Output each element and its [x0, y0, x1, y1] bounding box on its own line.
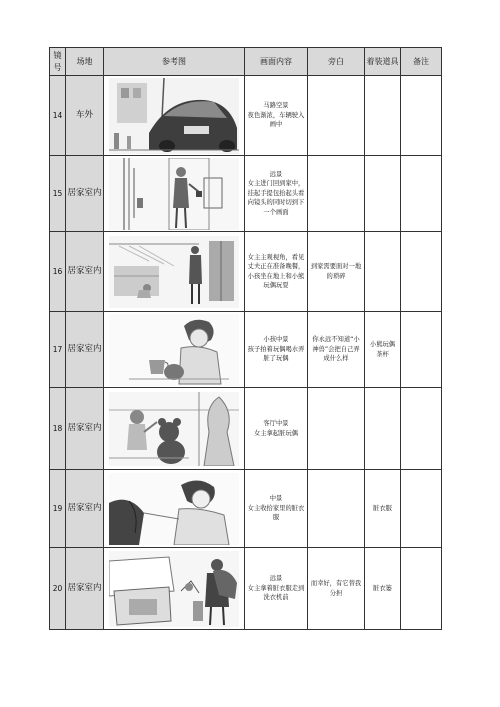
location: 居家室内 — [66, 548, 104, 630]
shot-number: 15 — [50, 156, 66, 232]
shot-number: 14 — [50, 76, 66, 156]
location: 居家室内 — [66, 388, 104, 470]
car-street-sketch — [109, 78, 239, 154]
table-row — [50, 548, 442, 630]
table-row — [50, 232, 442, 312]
props — [365, 76, 401, 156]
shot-number: 19 — [50, 470, 66, 548]
table-row — [50, 156, 442, 232]
notes — [401, 312, 442, 388]
location: 居家室内 — [66, 156, 104, 232]
header-narration: 旁白 — [308, 48, 365, 76]
scene-content: 女主主观视角，看见丈夫正在准备晚餐，小孩坐在地上和小熊玩偶玩耍 — [245, 232, 308, 312]
location: 居家室内 — [66, 232, 104, 312]
scene-content: 远景 女主进门回到家中，挂起手提包抬起头看向镜头的同时切到下一个画面 — [245, 156, 308, 232]
notes — [401, 548, 442, 630]
table-row — [50, 470, 442, 548]
washing-machine-sketch — [109, 551, 239, 627]
notes — [401, 470, 442, 548]
scene-content: 马路空景 夜色渐浓，车辆驶入画中 — [245, 76, 308, 156]
location: 车外 — [66, 76, 104, 156]
props: 脏衣服 — [365, 470, 401, 548]
woman-clothes-sketch — [109, 473, 239, 545]
scene-content: 小孩中景 孩子拍着玩偶喝水弄脏了玩偶 — [245, 312, 308, 388]
narration: 到家需要面对一地的琐碎 — [308, 232, 365, 312]
header-location: 场地 — [66, 48, 104, 76]
reference-image — [104, 548, 245, 630]
narration: 你永远不知道“小神兽”会把自己弄成什么样 — [308, 312, 365, 388]
shot-number: 18 — [50, 388, 66, 470]
notes — [401, 156, 442, 232]
shot-number: 17 — [50, 312, 66, 388]
props — [365, 388, 401, 470]
props: 小熊玩偶 茶杯 — [365, 312, 401, 388]
props: 脏衣篓 — [365, 548, 401, 630]
child-cup-sketch — [109, 314, 239, 386]
reference-image — [104, 388, 245, 470]
table-row — [50, 76, 442, 156]
notes — [401, 388, 442, 470]
header-props: 着装道具 — [365, 48, 401, 76]
reference-image — [104, 312, 245, 388]
scene-content: 远景 女主拿着脏衣服走到洗衣机前 — [245, 548, 308, 630]
header-row — [50, 48, 442, 76]
storyboard-table — [49, 47, 442, 630]
bear-livingroom-sketch — [109, 392, 239, 466]
props — [365, 156, 401, 232]
header-content: 画面内容 — [245, 48, 308, 76]
location: 居家室内 — [66, 470, 104, 548]
shot-number: 20 — [50, 548, 66, 630]
shot-number: 16 — [50, 232, 66, 312]
narration — [308, 470, 365, 548]
reference-image — [104, 232, 245, 312]
header-reference: 参考图 — [104, 48, 245, 76]
header-shot: 镜号 — [50, 48, 66, 76]
props — [365, 232, 401, 312]
scene-content: 客厅中景 女主拿起脏玩偶 — [245, 388, 308, 470]
narration: 而幸好，有它替我分担 — [308, 548, 365, 630]
reference-image — [104, 156, 245, 232]
narration — [308, 76, 365, 156]
woman-door-sketch — [109, 158, 239, 230]
header-notes: 备注 — [401, 48, 442, 76]
location: 居家室内 — [66, 312, 104, 388]
narration — [308, 156, 365, 232]
table-row — [50, 388, 442, 470]
reference-image — [104, 470, 245, 548]
notes — [401, 232, 442, 312]
reference-image — [104, 76, 245, 156]
table-row — [50, 312, 442, 388]
notes — [401, 76, 442, 156]
scene-content: 中景 女主收拾家里的脏衣服 — [245, 470, 308, 548]
kitchen-family-sketch — [109, 236, 239, 308]
narration — [308, 388, 365, 470]
